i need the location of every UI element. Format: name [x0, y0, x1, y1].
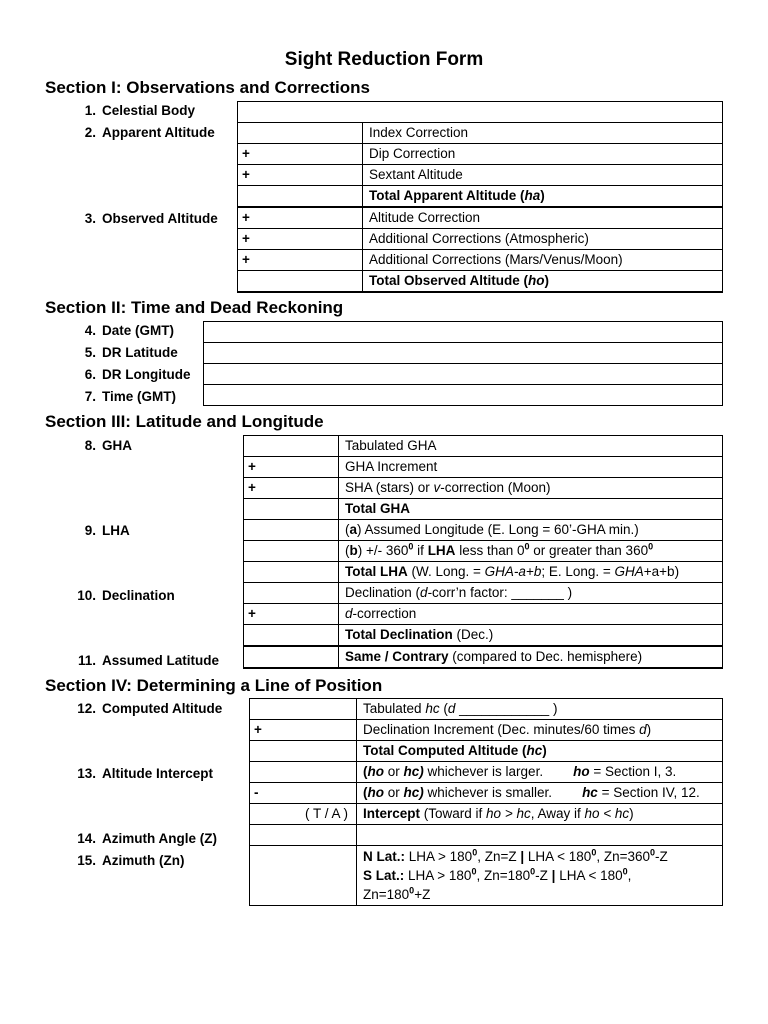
item-5-label: 5. DR Latitude — [84, 345, 178, 360]
declination-value[interactable] — [244, 583, 339, 604]
tabulated-gha-value[interactable] — [244, 436, 339, 457]
atmospheric-correction-label: Additional Corrections (Atmospheric) — [363, 229, 723, 250]
planet-correction-value[interactable]: + — [238, 250, 363, 271]
assumed-longitude-value[interactable] — [244, 520, 339, 541]
item-14-label: 14. Azimuth Angle (Z) — [77, 831, 217, 846]
form-title: Sight Reduction Form — [284, 49, 484, 70]
total-computed-altitude-value[interactable] — [250, 741, 357, 762]
tabulated-hc-value[interactable] — [250, 699, 357, 720]
total-declination-value[interactable] — [244, 625, 339, 647]
item-10-label: 10. Declination — [77, 588, 175, 603]
section-4-heading: Section IV: Determining a Line of Position — [45, 676, 383, 695]
section-3-heading: Section III: Latitude and Longitude — [45, 412, 324, 431]
date-gmt-input[interactable] — [204, 322, 723, 343]
item-13-label: 13. Altitude Intercept — [77, 766, 214, 781]
section-1-table — [237, 122, 723, 293]
sextant-altitude-value[interactable]: + — [238, 165, 363, 186]
azimuth-angle-blank — [357, 825, 723, 846]
sha-label: SHA (stars) or v-correction (Moon) — [339, 478, 723, 499]
gha-increment-value[interactable]: + — [244, 457, 339, 478]
altitude-correction-value[interactable]: + — [238, 207, 363, 229]
larger-altitude-value[interactable] — [250, 762, 357, 783]
lha-adjust-value[interactable] — [244, 541, 339, 562]
toward-away-marker: ( T / A ) — [304, 806, 348, 821]
total-declination-label: Total Declination (Dec.) — [339, 625, 723, 647]
item-11-label: 11. Assumed Latitude — [77, 653, 220, 668]
gha-increment-label: GHA Increment — [339, 457, 723, 478]
total-observed-altitude-value[interactable] — [238, 271, 363, 293]
item-2-label: 2. Apparent Altitude — [84, 125, 215, 140]
time-gmt-input[interactable] — [204, 385, 723, 406]
item-6-label: 6. DR Longitude — [84, 367, 191, 382]
assumed-latitude-value[interactable] — [244, 646, 339, 668]
item-4-label: 4. Date (GMT) — [84, 323, 174, 338]
intercept-label: Intercept (Toward if ho > hc, Away if ho < hc) — [357, 804, 723, 825]
section-2-table — [203, 321, 723, 406]
index-correction-value[interactable] — [238, 123, 363, 144]
altitude-correction-label: Altitude Correction — [363, 207, 723, 229]
section-1-heading: Section I: Observations and Corrections — [45, 78, 370, 97]
dr-longitude-input[interactable] — [204, 364, 723, 385]
item-1-label: 1. Celestial Body — [84, 103, 196, 118]
assumed-longitude-label: (a) Assumed Longitude (E. Long = 60’-GHA min.) — [339, 520, 723, 541]
item-8-label: 8. GHA — [84, 438, 132, 453]
sha-value[interactable]: + — [244, 478, 339, 499]
total-computed-altitude-label: Total Computed Altitude (hc) — [357, 741, 723, 762]
dip-correction-label: Dip Correction — [363, 144, 723, 165]
item-3-label: 3. Observed Altitude — [84, 211, 218, 226]
tabulated-gha-label: Tabulated GHA — [339, 436, 723, 457]
planet-correction-label: Additional Corrections (Mars/Venus/Moon) — [363, 250, 723, 271]
declination-increment-value[interactable]: + — [250, 720, 357, 741]
item-15-label: 15. Azimuth (Zn) — [77, 853, 185, 868]
same-contrary-label: Same / Contrary (compared to Dec. hemisphere) — [339, 646, 723, 668]
item-12-label: 12. Computed Altitude — [77, 701, 223, 716]
sextant-altitude-label: Sextant Altitude — [363, 165, 723, 186]
smaller-altitude-label: (ho or hc) whichever is smaller. hc = Section IV, 12. — [357, 783, 723, 804]
intercept-value[interactable] — [250, 804, 357, 825]
celestial-body-input[interactable] — [238, 102, 723, 123]
total-observed-altitude-label: Total Observed Altitude (ho) — [363, 271, 723, 293]
larger-altitude-label: (ho or hc) whichever is larger. ho = Section I, 3. — [357, 762, 723, 783]
item-9-label: 9. LHA — [84, 523, 130, 538]
total-apparent-altitude-value[interactable] — [238, 186, 363, 208]
lha-adjust-label: (b) +/- $360^0$ if LHA less than $0^0$ or greater than $360^0$ — [339, 541, 723, 562]
atmospheric-correction-value[interactable]: + — [238, 229, 363, 250]
d-correction-label: d-correction — [339, 604, 723, 625]
dip-correction-value[interactable]: + — [238, 144, 363, 165]
s-lat-rule: S Lat.: LHA > $180^0$, $Zn=180^0-Z$ | LHA < $180^0$, — [363, 866, 632, 883]
tabulated-hc-label: Tabulated hc (d ____________ ) — [357, 699, 723, 720]
declination-label: Declination (d-corr’n factor: _______ ) — [339, 583, 723, 604]
total-lha-value[interactable] — [244, 562, 339, 583]
d-correction-value[interactable]: + — [244, 604, 339, 625]
total-lha-label: Total LHA (W. Long. = GHA-a+b; E. Long. = GHA+a+b) — [339, 562, 723, 583]
celestial-body-field — [237, 101, 723, 123]
azimuth-rules — [357, 846, 723, 906]
total-gha-label: Total GHA — [339, 499, 723, 520]
azimuth-zn-value[interactable] — [250, 846, 357, 906]
smaller-altitude-value[interactable]: - — [250, 783, 357, 804]
section-4-table — [249, 698, 723, 906]
total-apparent-altitude-label: Total Apparent Altitude (ha) — [363, 186, 723, 208]
azimuth-angle-value[interactable] — [250, 825, 357, 846]
total-gha-value[interactable] — [244, 499, 339, 520]
index-correction-label: Index Correction — [363, 123, 723, 144]
declination-increment-label: Declination Increment (Dec. minutes/60 times d) — [357, 720, 723, 741]
dr-latitude-input[interactable] — [204, 343, 723, 364]
section-2-heading: Section II: Time and Dead Reckoning — [45, 298, 344, 317]
n-lat-rule: N Lat.: LHA > $180^0$, Zn=Z | LHA < $180^0$, $Zn=360^0-Z$ — [363, 847, 668, 864]
s-lat-rule-cont: $Zn=180^0+Z$ — [363, 885, 431, 902]
item-7-label: 7. Time (GMT) — [84, 389, 176, 404]
section-3-table — [243, 435, 723, 669]
